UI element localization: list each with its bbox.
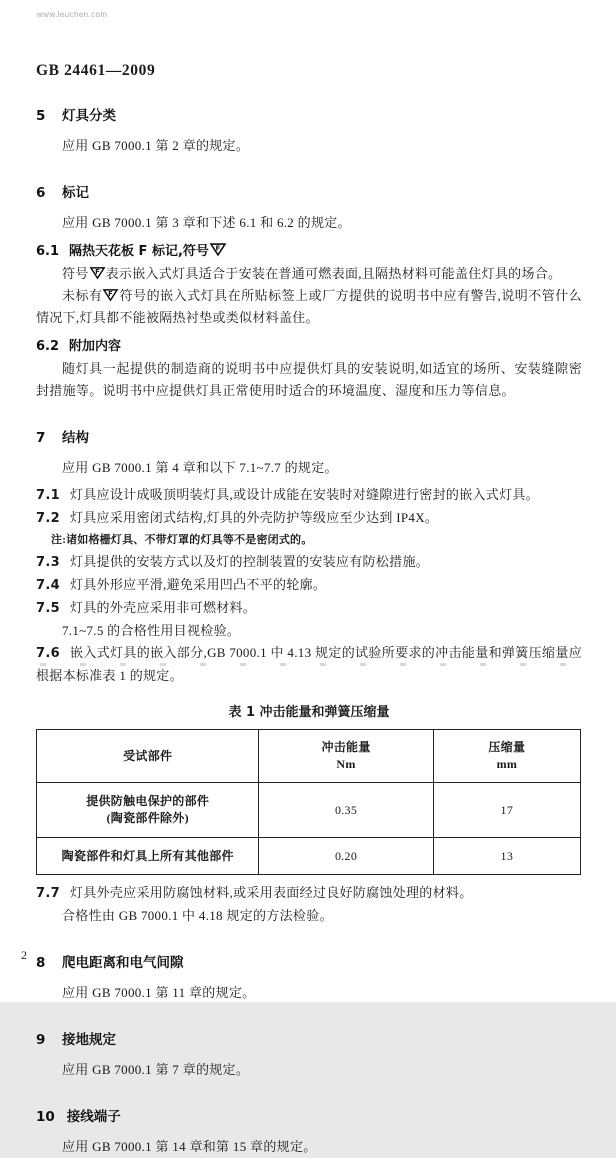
section-10-paragraph: 应用 GB 7000.1 第 14 章和第 15 章的规定。: [62, 1139, 317, 1154]
section-7-paragraph: 应用 GB 7000.1 第 4 章和以下 7.1~7.7 的规定。: [62, 460, 338, 475]
table-header-impact-energy: 冲击能量 Nm: [259, 730, 433, 783]
section-7-title: 结构: [62, 430, 89, 446]
site-watermark: www.leuchen.com: [37, 10, 108, 19]
section-6-1-title: 隔热天花板 F 标记,符号: [69, 244, 209, 259]
clause-7-6: 7.6 嵌入式灯具的嵌入部分,GB 7000.1 中 4.13 规定的试验所要求的冲击能量和弹簧压缩量应根据本标准表 1 的规定。: [36, 645, 582, 683]
section-7-number: 7: [36, 430, 46, 446]
section-6-title: 标记: [62, 185, 89, 201]
section-5-title: 灯具分类: [62, 108, 116, 124]
section-6-2-number: 6.2: [36, 339, 60, 354]
table-cell-part: 提供防触电保护的部件 (陶瓷部件除外): [37, 783, 259, 838]
clause-7-5: 7.5 灯具的外壳应采用非可燃材料。: [36, 600, 257, 616]
clause-7-4: 7.4 灯具外形应平滑,避免采用凹凸不平的轮廓。: [36, 577, 327, 593]
table-row: [37, 838, 581, 875]
section-9-paragraph: 应用 GB 7000.1 第 7 章的规定。: [62, 1062, 250, 1077]
section-6-2-title: 附加内容: [69, 339, 122, 354]
svg-text:F: F: [94, 267, 100, 276]
clause-7-2-note: 注:诸如格栅灯具、不带灯罩的灯具等不是密闭式的。: [51, 534, 313, 546]
section-6-2-heading: [36, 335, 582, 354]
section-9-title: 接地规定: [62, 1032, 116, 1048]
f-mark-icon: [210, 243, 226, 256]
section-6-2-paragraph: 随灯具一起提供的制造商的说明书中应提供灯具的安装说明,如适宜的场所、安装缝隙密封措施等。说明书中应提供灯具正常使用时适合的环境温度、湿度和压力等信息。: [36, 361, 582, 398]
clause-7-3: 7.3 灯具提供的安装方式以及灯的控制装置的安装应有防松措施。: [36, 554, 430, 570]
section-8-paragraph: 应用 GB 7000.1 第 11 章的规定。: [62, 985, 256, 1000]
standard-number: GB 24461—2009: [36, 62, 156, 79]
clause-7-7: 7.7 灯具外壳应采用防腐蚀材料,或采用表面经过良好防腐蚀处理的材料。: [36, 885, 473, 901]
section-10-number: 10: [36, 1109, 55, 1125]
clause-7-1-to-7-5-conformity: 7.1~7.5 的合格性用目视检验。: [62, 623, 241, 638]
table-cell-impact: 0.35: [259, 783, 433, 838]
svg-text:F: F: [108, 289, 114, 298]
section-9-number: 9: [36, 1032, 46, 1048]
section-6-1-heading: [36, 240, 582, 259]
f-mark-icon: [90, 267, 105, 279]
f-mark-icon: [103, 289, 118, 301]
section-8-number: 8: [36, 955, 46, 971]
section-10-heading: [36, 1105, 582, 1125]
section-6-1-paragraph-1: 符号 F 表示嵌入式灯具适合于安装在普通可燃表面,且隔热材料可能盖住灯具的场合。: [62, 266, 562, 281]
table-cell-compression: 13: [433, 838, 580, 875]
table-header-row: [37, 730, 581, 783]
table-cell-impact: 0.20: [259, 838, 433, 875]
table-row: [37, 783, 581, 838]
section-5-heading: [36, 104, 582, 124]
svg-text:F: F: [215, 243, 221, 253]
section-10-title: 接线端子: [66, 1109, 121, 1125]
table-cell-part: 陶瓷部件和灯具上所有其他部件: [37, 838, 259, 875]
section-8-title: 爬电距离和电气间隙: [62, 955, 184, 971]
clause-7-2: 7.2 灯具应采用密闭式结构,灯具的外壳防护等级应至少达到 IP4X。: [36, 510, 439, 526]
section-6-paragraph: 应用 GB 7000.1 第 3 章和下述 6.1 和 6.2 的规定。: [62, 215, 351, 230]
section-6-1-number: 6.1: [36, 244, 60, 259]
section-9-heading: [36, 1028, 582, 1048]
section-7-heading: [36, 426, 582, 446]
table-1-caption: 表 1 冲击能量和弹簧压缩量: [228, 705, 390, 720]
section-6-number: 6: [36, 185, 46, 201]
page-number: 2: [21, 948, 27, 962]
table-header-part: 受试部件: [37, 730, 259, 783]
table-1: [36, 729, 581, 875]
section-6-heading: [36, 181, 582, 201]
clause-7-1: 7.1 灯具应设计成吸顶明装灯具,或设计成能在安装时对缝隙进行密封的嵌入式灯具。: [36, 487, 539, 503]
table-header-compression: 压缩量 mm: [433, 730, 580, 783]
section-5-paragraph: 应用 GB 7000.1 第 2 章的规定。: [62, 138, 250, 153]
section-8-heading: [36, 951, 582, 971]
clause-7-7-conformity: 合格性由 GB 7000.1 中 4.18 规定的方法检验。: [62, 908, 333, 923]
section-5-number: 5: [36, 108, 46, 124]
table-cell-compression: 17: [433, 783, 580, 838]
section-6-1-paragraph-2: 未标有 F 符号的嵌入式灯具在所贴标签上或厂方提供的说明书中应有警告,说明不管什么情况下,灯具都不能被隔热衬垫或类似材料盖住。: [36, 288, 582, 325]
